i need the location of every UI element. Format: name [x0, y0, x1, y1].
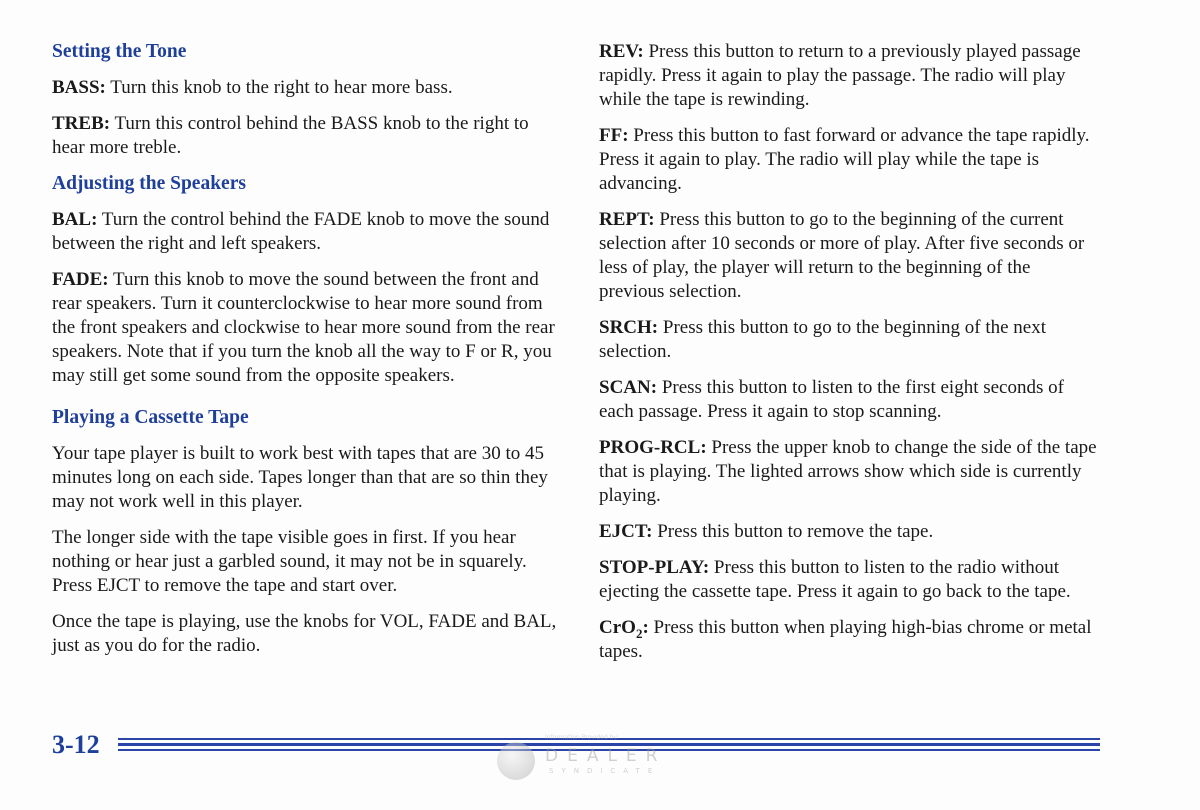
heading-adjusting-speakers: Adjusting the Speakers	[52, 173, 246, 194]
cro2-term-main: CrO	[599, 617, 636, 638]
treb-term: TREB:	[52, 113, 111, 134]
bal-paragraph	[52, 208, 557, 256]
stop-play-text: Press this button to listen to the radio without ejecting the cassette tape. Press it again to go back to the tape.	[599, 557, 1071, 602]
bass-text: Turn this knob to the right to hear more bass.	[105, 77, 453, 98]
rept-term: REPT:	[599, 209, 655, 230]
page-number: 3-12	[52, 730, 100, 759]
fade-term: FADE:	[52, 269, 109, 290]
scan-text: Press this button to listen to the first eight seconds of each passage. Press it again to stop scanning.	[599, 377, 1064, 422]
prog-rcl-paragraph	[599, 436, 1099, 508]
watermark-logo-icon	[497, 742, 535, 780]
rev-term: REV:	[599, 41, 644, 62]
ejct-term: EJCT:	[599, 521, 653, 542]
watermark-brand: DEALER	[545, 746, 667, 766]
srch-term: SRCH:	[599, 317, 659, 338]
heading-playing-cassette: Playing a Cassette Tape	[52, 407, 249, 428]
ejct-paragraph	[599, 520, 1099, 544]
ff-term: FF:	[599, 125, 629, 146]
cro2-term-subscript: 2	[635, 625, 643, 641]
watermark-caption: Information Provided by:	[545, 734, 619, 741]
watermark-subtitle: SYNDICATE	[549, 767, 661, 775]
cassette-paragraph-2: The longer side with the tape visible goes in first. If you hear nothing or hear just a garbled sound, it may not be in squarely. Press EJCT to remove the tape and start over.	[52, 527, 527, 596]
cro2-text: Press this button when playing high-bias chrome or metal tapes.	[599, 617, 1092, 662]
scan-term: SCAN:	[599, 377, 658, 398]
bal-text: Turn the control behind the FADE knob to move the sound between the right and left speakers.	[52, 209, 550, 254]
bass-paragraph	[52, 76, 557, 100]
left-column	[52, 40, 557, 670]
prog-rcl-text: Press the upper knob to change the side of the tape that is playing. The lighted arrows show which side is currently playing.	[599, 437, 1097, 506]
cro2-paragraph	[599, 616, 1099, 664]
scan-paragraph	[599, 376, 1099, 424]
treb-text: Turn this control behind the BASS knob to the right to hear more treble.	[52, 113, 529, 158]
bass-term: BASS:	[52, 77, 106, 98]
treb-paragraph	[52, 112, 557, 160]
cro2-term	[599, 617, 649, 641]
right-column	[599, 40, 1099, 676]
ff-text: Press this button to fast forward or advance the tape rapidly. Press it again to play. The radio will play while the tape is advancing.	[599, 125, 1090, 194]
cassette-paragraph-1: Your tape player is built to work best with tapes that are 30 to 45 minutes long on each side. Tapes longer than that are so thin they may not work well in this player.	[52, 443, 548, 512]
rept-text: Press this button to go to the beginning of the current selection after 10 seconds or more of play. After five seconds or less of play, the player will return to the beginning of the previous selection.	[599, 209, 1085, 302]
stop-play-paragraph	[599, 556, 1099, 604]
dealer-syndicate-watermark	[497, 734, 697, 782]
rev-text: Press this button to return to a previously played passage rapidly. Press it again to play the passage. The radio will play while the tape is rewinding.	[599, 41, 1081, 110]
srch-text: Press this button to go to the beginning of the next selection.	[599, 317, 1047, 362]
fade-text: Turn this knob to move the sound between the front and rear speakers. Turn it counterclockwise to hear more sound from the front speakers and clockwise to hear more sound from the rear speakers. Note that if you turn the knob all the way to F or R, you may still get some sound from the opposite speakers.	[52, 269, 555, 386]
srch-paragraph	[599, 316, 1099, 364]
fade-paragraph	[52, 268, 557, 388]
heading-setting-the-tone: Setting the Tone	[52, 41, 187, 62]
ejct-text: Press this button to remove the tape.	[652, 521, 934, 542]
cassette-paragraph-3: Once the tape is playing, use the knobs for VOL, FADE and BAL, just as you do for the radio.	[52, 611, 557, 656]
rept-paragraph	[599, 208, 1099, 304]
cro2-term-colon: :	[642, 617, 649, 638]
bal-term: BAL:	[52, 209, 98, 230]
prog-rcl-term: PROG-RCL:	[599, 437, 707, 458]
stop-play-term: STOP-PLAY:	[599, 557, 710, 578]
rev-paragraph	[599, 40, 1099, 112]
ff-paragraph	[599, 124, 1099, 196]
